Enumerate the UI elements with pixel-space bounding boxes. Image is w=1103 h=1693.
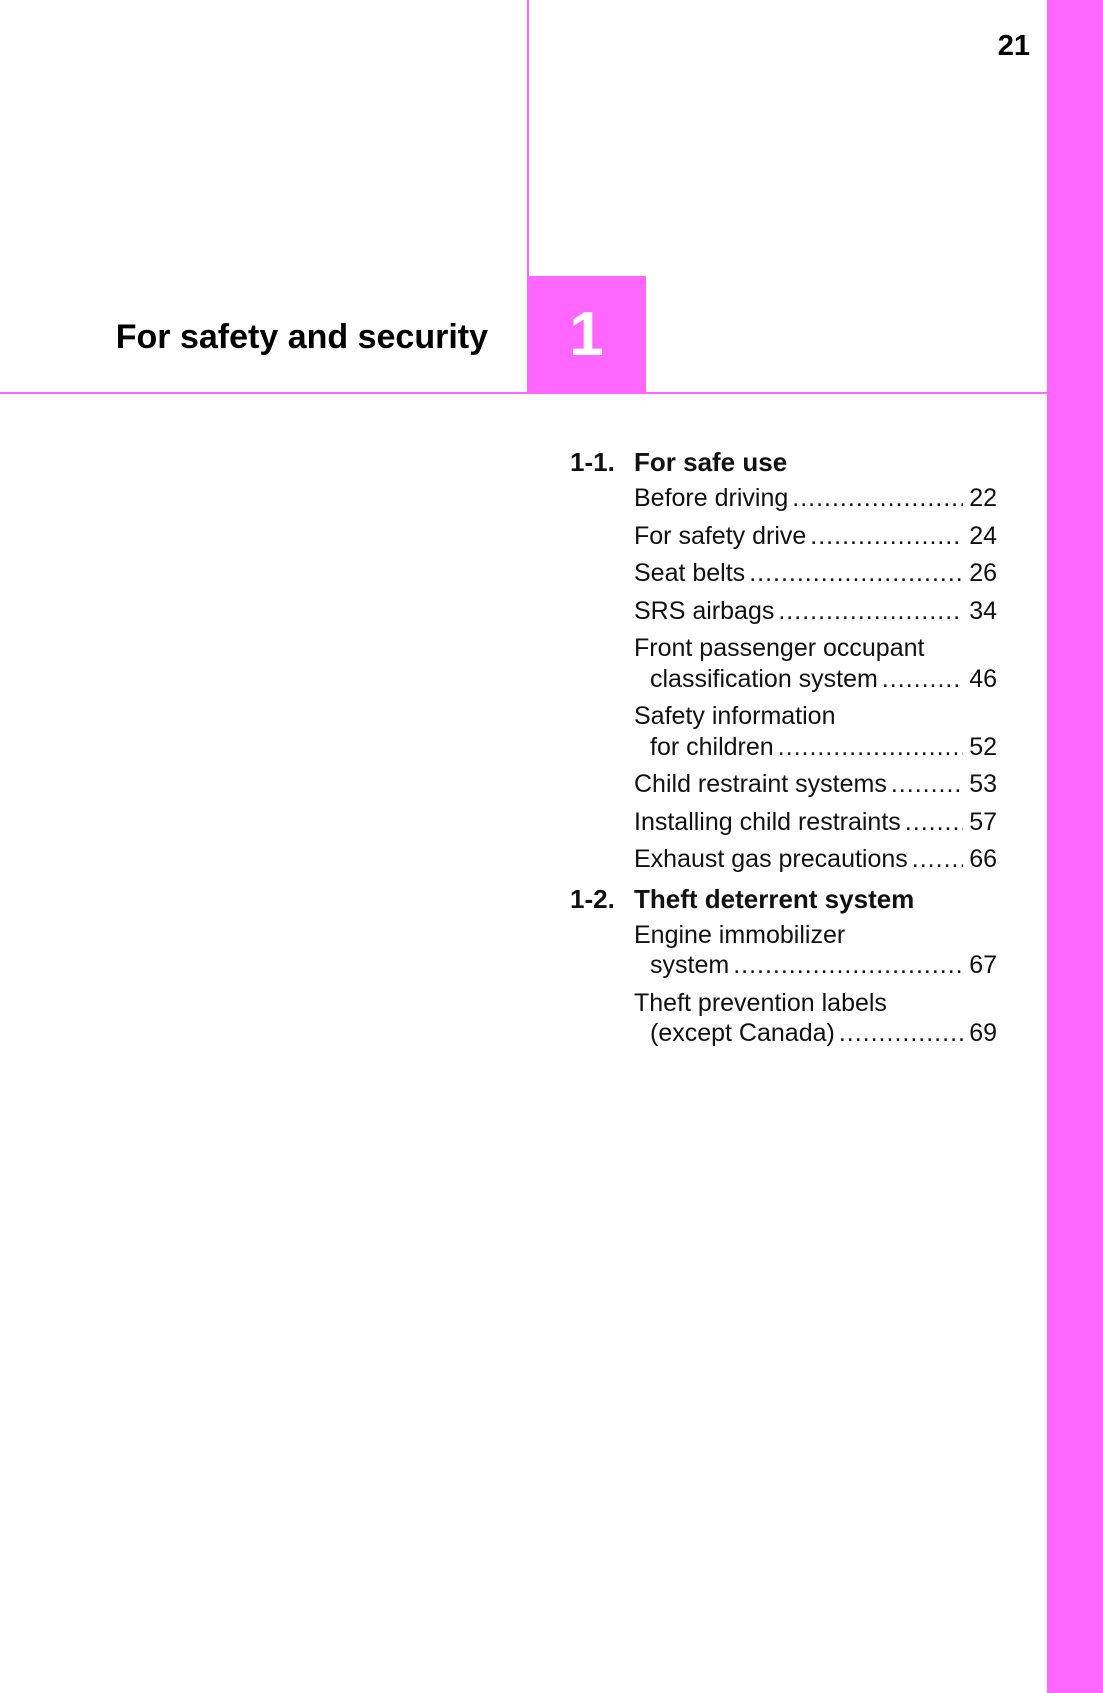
entry-title-line1: Front passenger occupant <box>634 634 925 662</box>
toc-entry-installing-child-restraints[interactable] <box>634 807 997 838</box>
dot-leader <box>792 483 963 514</box>
toc-section-heading[interactable] <box>570 883 997 915</box>
entry-title: SRS airbags <box>634 596 775 625</box>
entry-page: 34 <box>969 596 997 625</box>
entry-title: system <box>650 951 730 979</box>
header-divider-vertical <box>527 0 529 276</box>
entry-title-line1: Engine immobilizer <box>634 920 846 949</box>
entry-title: Seat belts <box>634 559 746 587</box>
header-divider-horizontal <box>0 392 1047 394</box>
entry-title: for children <box>650 732 774 761</box>
dot-leader <box>882 664 963 695</box>
chapter-number-tab <box>527 276 646 393</box>
entry-page: 26 <box>969 559 997 587</box>
entry-title: classification system <box>650 664 878 693</box>
entry-title-line1: Safety information <box>634 702 836 730</box>
entry-title: Before driving <box>634 484 789 512</box>
toc-entry-child-restraint-systems[interactable] <box>634 769 997 800</box>
dot-leader <box>810 521 963 552</box>
toc-entry-theft-prevention-labels[interactable] <box>634 988 997 1049</box>
dot-leader <box>912 844 963 875</box>
entry-title: (except Canada) <box>650 1019 835 1047</box>
section-title: For safe use <box>634 447 788 477</box>
entry-page: 69 <box>969 1019 997 1047</box>
toc-entry-occupant-classification[interactable] <box>634 633 997 694</box>
toc-entry-seat-belts[interactable] <box>634 558 997 589</box>
entry-page: 66 <box>969 845 997 873</box>
dot-leader <box>891 769 963 800</box>
entry-page: 57 <box>969 807 997 836</box>
dot-leader <box>733 950 963 981</box>
entry-page: 52 <box>969 732 997 761</box>
entry-page: 53 <box>969 770 997 798</box>
entry-title: Child restraint systems <box>634 770 887 798</box>
toc-section-1-1 <box>570 446 997 875</box>
entry-title-line1: Theft prevention labels <box>634 988 887 1017</box>
chapter-color-strip <box>1047 0 1103 1693</box>
entry-page: 46 <box>969 664 997 693</box>
toc-entry-safety-information-children[interactable] <box>634 701 997 762</box>
entry-page: 67 <box>969 951 997 979</box>
entry-page: 22 <box>969 484 997 512</box>
dot-leader <box>839 1018 963 1049</box>
entry-title: Installing child restraints <box>634 807 901 836</box>
toc-section-1-2 <box>570 883 997 1049</box>
page-number: 21 <box>997 30 1030 62</box>
section-title: Theft deterrent system <box>634 883 915 914</box>
toc-entry-srs-airbags[interactable] <box>634 596 997 627</box>
entry-title: For safety drive <box>634 521 807 550</box>
dot-leader <box>778 596 963 627</box>
toc-entry-before-driving[interactable] <box>634 483 997 514</box>
chapter-title: For safety and security <box>115 318 488 356</box>
table-of-contents <box>570 446 997 1057</box>
toc-entry-for-safety-drive[interactable] <box>634 521 997 552</box>
section-number: 1-1. <box>570 447 615 477</box>
section-number: 1-2. <box>570 883 615 914</box>
dot-leader <box>749 558 963 589</box>
entry-page: 24 <box>969 521 997 550</box>
dot-leader <box>778 732 964 763</box>
toc-section-heading[interactable] <box>570 446 997 478</box>
toc-entry-engine-immobilizer[interactable] <box>634 920 997 981</box>
entry-title: Exhaust gas precautions <box>634 845 908 873</box>
chapter-number: 1 <box>569 300 604 369</box>
toc-entry-exhaust-gas-precautions[interactable] <box>634 844 997 875</box>
dot-leader <box>905 807 963 838</box>
